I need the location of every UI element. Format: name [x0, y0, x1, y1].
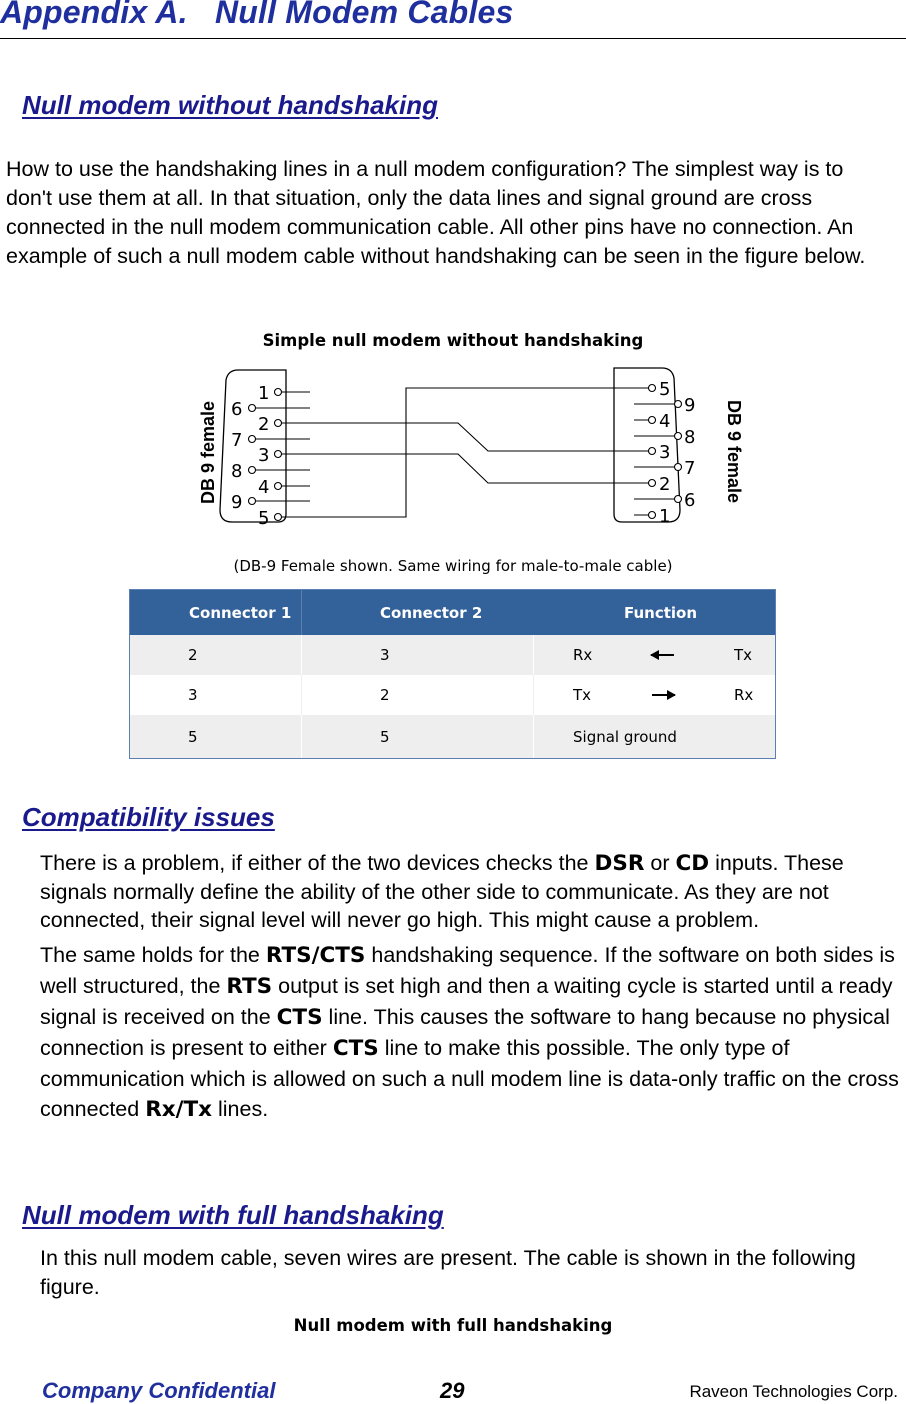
left-pin-label: 1 — [258, 383, 270, 404]
cell-to: Tx — [734, 646, 753, 664]
right-pin-label: 8 — [684, 427, 696, 448]
cell-connector2: 2 — [380, 686, 390, 704]
header-connector2: Connector 2 — [380, 603, 483, 622]
right-arrow-icon — [650, 688, 678, 702]
term-cts: CTS — [276, 1005, 323, 1030]
right-pin-label: 3 — [659, 442, 671, 463]
header-function: Function — [624, 603, 698, 622]
cell-function: Signal ground — [573, 727, 677, 746]
left-arrow-icon — [648, 648, 676, 662]
term-rx-tx: Rx/Tx — [145, 1097, 213, 1122]
null-modem-diagram — [190, 360, 750, 535]
right-pin-label: 6 — [684, 490, 696, 511]
compatibility-paragraph-1: There is a problem, if either of the two devices checks the DSR or CD inputs. These signals normally define the ability of the other side to communicate. As they are not connected, their signal level will never go high. This might cause a problem. — [40, 851, 844, 932]
right-connector-label: DB 9 female — [724, 400, 744, 504]
cell-to: Rx — [734, 686, 754, 704]
right-pin-label: 2 — [659, 474, 671, 495]
left-pin-label: 7 — [231, 430, 243, 451]
right-pin-label: 5 — [659, 379, 671, 400]
table-header-row — [130, 590, 775, 635]
term-rts-cts: RTS/CTS — [265, 943, 366, 968]
right-pin-label: 1 — [659, 506, 671, 527]
footer-page-number: 29 — [440, 1378, 465, 1403]
section-heading-no-handshake: Null modem without handshaking — [22, 90, 438, 120]
left-pin-label: 5 — [258, 508, 270, 529]
title-rule — [0, 38, 906, 39]
wire-ground — [282, 388, 648, 517]
right-pin-label: 7 — [684, 458, 696, 479]
full-handshake-paragraph: In this null modem cable, seven wires are present. The cable is shown in the following figure. — [40, 1246, 856, 1299]
cell-from: Tx — [573, 686, 592, 704]
figure2-caption: Null modem with full handshaking — [293, 1316, 613, 1335]
left-pin-label: 8 — [231, 461, 243, 482]
table-row — [130, 675, 775, 715]
intro-paragraph: How to use the handshaking lines in a null modem configuration? The simplest way is to don't use them at all. In that situation, only the data lines and signal ground are cross connected in the null modem communication cable. All other pins have no connection. An example of such a null modem cable without handshaking can be seen in the figure below. — [6, 157, 866, 268]
footer-confidential: Company Confidential — [42, 1378, 276, 1403]
right-pin-label: 9 — [684, 395, 696, 416]
cell-connector2: 3 — [380, 646, 390, 664]
cell-connector1: 2 — [188, 646, 198, 664]
section-heading-full-handshake: Null modem with full handshaking — [22, 1200, 444, 1230]
left-connector-label: DB 9 female — [198, 400, 218, 504]
header-connector1: Connector 1 — [189, 603, 292, 622]
footer-company: Raveon Technologies Corp. — [689, 1382, 898, 1401]
left-pin-label: 6 — [231, 399, 243, 420]
term-rts: RTS — [226, 974, 273, 999]
page-title: Appendix A. Null Modem Cables — [0, 0, 514, 30]
term-cts: CTS — [332, 1036, 379, 1061]
cell-from: Rx — [573, 646, 593, 664]
pin-connection-table — [129, 589, 776, 759]
compatibility-paragraph-2: The same holds for the RTS/CTS handshaking sequence. If the software on both sides is well structured, the RTS output is set high and then a waiting cycle is started until a ready signal is received on the CTS line. This causes the software to hang because no physical connection is present to either CTS line to make this possible. The only type of communication which is allowed on such a null modem line is data-only traffic on the cross connected Rx/Tx lines. — [40, 943, 899, 1122]
wire-pin3-to-pin2 — [282, 454, 648, 483]
left-pin-label: 4 — [258, 477, 270, 498]
wire-pin2-to-pin3 — [282, 423, 648, 451]
cell-connector1: 3 — [188, 686, 198, 704]
figure1-caption: Simple null modem without handshaking — [262, 331, 644, 350]
table-row — [130, 635, 775, 675]
term-cd: CD — [675, 851, 710, 876]
cell-connector1: 5 — [188, 727, 198, 746]
figure1-note: (DB-9 Female shown. Same wiring for male-to-male cable) — [233, 557, 673, 575]
left-pin-label: 2 — [258, 414, 270, 435]
left-pin-label: 3 — [258, 445, 270, 466]
term-dsr: DSR — [594, 851, 645, 876]
cell-connector2: 5 — [380, 727, 390, 746]
section-heading-compatibility: Compatibility issues — [22, 802, 275, 832]
table-row — [130, 715, 775, 758]
left-pin-label: 9 — [231, 492, 243, 513]
compatibility-text — [40, 849, 906, 1131]
right-pin-label: 4 — [659, 411, 671, 432]
